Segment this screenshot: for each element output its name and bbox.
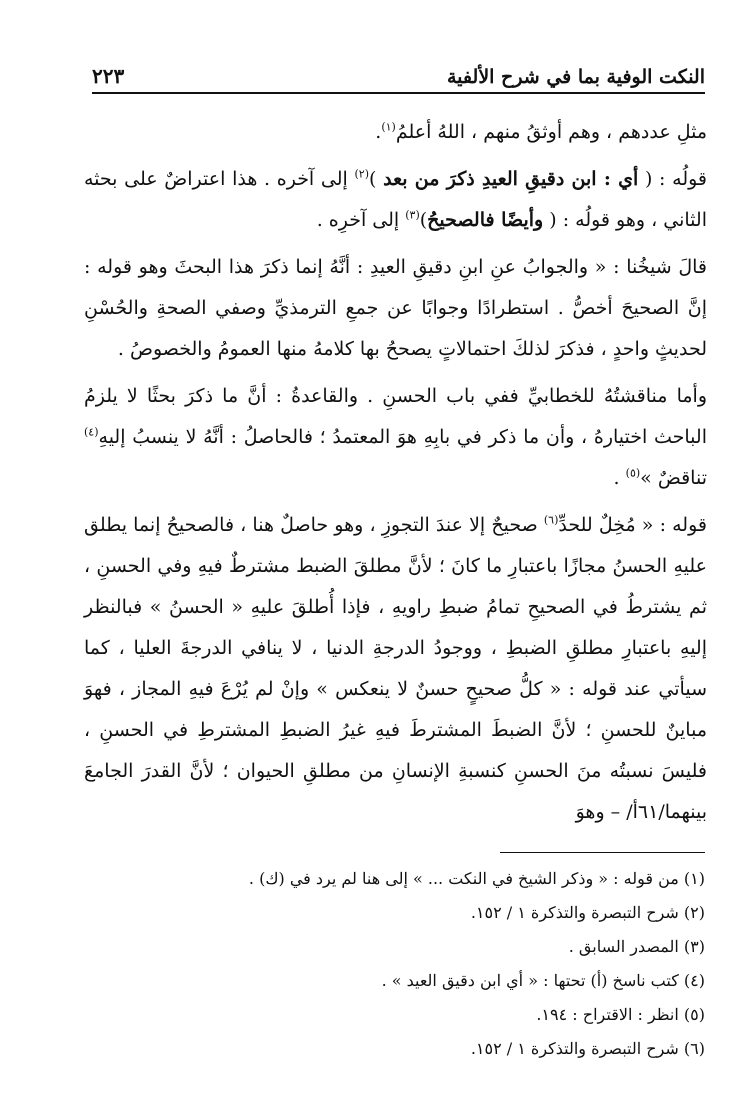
main-text — [84, 112, 707, 833]
footnote-5: (٥) انظر : الاقتراح : ١٩٤. — [536, 1005, 705, 1024]
paragraph-2: قولُه : ( أي : ابن دقيقِ العيدِ ذكرَ من بعد )$^{(٢)}$ إلى آخره . هذا اعتراضٌ على بحثه الثاني ، وهو قولُه : ( وأيضًا فالصحيحُ)$^{(٣)}$ إلى آخرِه . — [84, 167, 708, 231]
footnote-1: (١) من قوله : « وذكر الشيخ في النكت ... » إلى هنا لم يرد في (ك) . — [248, 869, 705, 888]
footnote-ref-3[interactable]: (٣) — [405, 208, 420, 222]
footnote-ref-6[interactable]: (٦) — [543, 513, 559, 527]
page-number: ٢٢٣ — [92, 64, 125, 88]
quoted-phrase-2: وأيضًا فالصحيحُ — [427, 209, 544, 231]
footnote-3: (٣) المصدر السابق . — [568, 937, 705, 956]
footnote-divider — [500, 852, 705, 853]
paragraph-3: قالَ شيخُنا : « والجوابُ عنِ ابنِ دقيقِ العيدِ : أنَّهُ إنما ذكرَ هذا البحثَ وهو قوله : إنَّ الصحيحَ أخصُّ . استطرادًا وجوابًا عن جمعِ الترمذيِّ وصفي الصحةِ والحُسْنِ لحديثٍ واحدٍ ، فذكرَ لذلكَ احتمالاتٍ يصححُ بها كلامهُ منها العمومُ والخصوصُ . — [84, 256, 707, 360]
footnote-ref-5[interactable]: (٥) — [625, 466, 641, 480]
footnote-ref-4[interactable]: (٤) — [84, 425, 99, 439]
footnote-4: (٤) كتب ناسخ (أ) تحتها : « أي ابن دقيق العيد » . — [381, 971, 705, 990]
page-header — [92, 50, 705, 94]
footnote-2: (٢) شرح التبصرة والتذكرة ١ / ١٥٢. — [470, 903, 705, 922]
footnote-ref-2[interactable]: (٢) — [354, 167, 370, 181]
footnotes — [92, 862, 705, 1066]
quoted-phrase-1: أي : ابن دقيقِ العيدِ ذكرَ من بعد — [383, 168, 639, 190]
paragraph-1: مثلِ عددهم ، وهم أوثقُ منهم ، اللهُ أعلمُ$^{(١)}$. — [375, 120, 707, 143]
running-title: النكت الوفية بما في شرح الألفية — [447, 66, 705, 88]
footnote-ref-1[interactable]: (١) — [381, 120, 396, 134]
paragraph-5: قوله : « مُخِلٌ للحدِّ$^{(٦)}$ صحيحٌ إلا عندَ التجوزِ ، وهو حاصلٌ هنا ، فالصحيحُ إنما يطلق عليهِ الحسنُ مجازًا باعتبارِ ما كانَ ؛ لأنَّ مطلقَ الضبط مشترطٌ فيهِ وفي الحسنِ ، ثم يشترطُ في الصحيحِ تمامُ ضبطِ راويهِ ، فإذا أُطلقَ عليهِ « الحسنُ » فبالنظر إليهِ باعتبارِ مطلقِ الضبطِ ، ووجودُ الدرجةِ الدنيا ، لا ينافي الدرجةَ العليا ، كما سيأتي عند قوله : « كلُّ صحيحٍ حسنٌ لا ينعكس » وإنْ لم يُرْعَ فيهِ المجاز ، فهوَ مباينٌ للحسنِ ؛ لأنَّ الضبطَ المشترطَ فيهِ غيرُ الضبطِ المشترطِ في الحسنِ ، فليسَ نسبتُه منَ الحسنِ كنسبةِ الإنسانِ من مطلقِ الحيوان ؛ لأنَّ القدرَ الجامعَ بينهما/٦١أ/ – وهوَ — [84, 513, 707, 823]
paragraph-4: وأما مناقشتُهُ للخطابيِّ ففي باب الحسنِ . والقاعدةُ : أنَّ ما ذكرَ بحثًا لا يلزمُ الباحث اختيارهُ ، وأن ما ذكر في بابِهِ هوَ المعتمدُ ؛ فالحاصلُ : أنَّهُ لا ينسبُ إليهِ$^{(٤)}$ تناقضٌ »$^{(٥)}$ . — [84, 385, 707, 489]
footnote-6: (٦) شرح التبصرة والتذكرة ١ / ١٥٢. — [470, 1039, 705, 1058]
